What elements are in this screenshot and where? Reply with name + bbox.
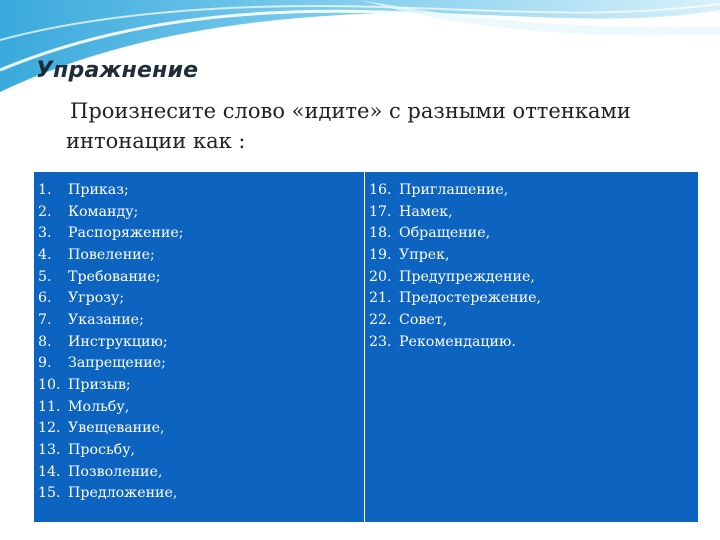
list-item-text: Предупреждение, [399, 268, 535, 285]
list-item-text: Распоряжение; [68, 225, 184, 242]
list-item-number: 18. [369, 225, 392, 242]
list-item-text: Команду; [68, 203, 139, 220]
intonation-list-panel [34, 172, 698, 522]
list-item-text: Рекомендацию. [399, 333, 516, 350]
list-item-number: 14. [38, 463, 61, 480]
list-item-text: Позволение, [68, 463, 163, 480]
list-column-left [34, 172, 365, 522]
list-item-number: 19. [369, 246, 392, 263]
list-item [38, 244, 364, 266]
list-item-number: 4. [38, 246, 52, 263]
list-item [38, 222, 364, 244]
list-item-text: Требование; [68, 268, 161, 285]
list-item-number: 22. [369, 311, 392, 328]
list-item-number: 8. [38, 333, 52, 350]
list-item [369, 266, 698, 288]
list-item-text: Совет, [399, 311, 448, 328]
list-item-number: 10. [38, 377, 61, 394]
list-item-text: Запрещение; [68, 355, 166, 372]
list-item-number: 3. [38, 225, 52, 242]
list-item [369, 222, 698, 244]
list-item-number: 12. [38, 420, 61, 437]
list-item [38, 396, 364, 418]
list-item-text: Упрек, [399, 246, 450, 263]
instruction-text [66, 96, 706, 156]
list-item-text: Мольбу, [68, 398, 130, 415]
list-item [369, 201, 698, 223]
list-item-text: Призыв; [68, 377, 131, 394]
list-item [38, 374, 364, 396]
list-column-right [365, 172, 698, 522]
list-item-text: Приказ; [68, 181, 129, 198]
list-item-text: Предложение, [68, 485, 178, 502]
list-item [38, 483, 364, 505]
list-item-number: 15. [38, 485, 61, 502]
list-item [369, 244, 698, 266]
list-item-text: Приглашение, [399, 181, 509, 198]
list-item-text: Просьбу, [68, 442, 136, 459]
list-item-number: 17. [369, 203, 392, 220]
list-item-number: 21. [369, 290, 392, 307]
list-item-text: Указание; [68, 311, 144, 328]
list-item [38, 331, 364, 353]
list-item [369, 179, 698, 201]
list-item-text: Предостережение, [399, 290, 542, 307]
list-item [38, 266, 364, 288]
instruction-line-2: интонации как : [66, 129, 246, 153]
list-item [369, 331, 698, 353]
list-item-text: Инструкцию; [68, 333, 168, 350]
list-item-number: 20. [369, 268, 392, 285]
list-item [38, 461, 364, 483]
list-item [38, 201, 364, 223]
slide-title: Упражнение [36, 58, 199, 83]
list-item-text: Обращение, [399, 225, 491, 242]
list-item-number: 7. [38, 311, 52, 328]
list-item-number: 23. [369, 333, 392, 350]
list-item-text: Угрозу; [68, 290, 125, 307]
list-item [369, 309, 698, 331]
list-item-number: 13. [38, 442, 61, 459]
list-item-text: Повеление; [68, 246, 155, 263]
header-wave-decoration [0, 0, 720, 100]
list-item-text: Намек, [399, 203, 453, 220]
list-item [38, 179, 364, 201]
list-item [38, 418, 364, 440]
list-item-number: 16. [369, 181, 392, 198]
instruction-line-1: Произнесите слово «идите» с разными оттенками [70, 99, 631, 123]
list-item-number: 9. [38, 355, 52, 372]
list-item [38, 353, 364, 375]
list-item-text: Увещевание, [68, 420, 165, 437]
list-item-number: 11. [38, 398, 61, 415]
list-item-number: 5. [38, 268, 52, 285]
list-item [369, 287, 698, 309]
list-item [38, 439, 364, 461]
list-item [38, 287, 364, 309]
list-item-number: 1. [38, 181, 52, 198]
list-item-number: 6. [38, 290, 52, 307]
list-item [38, 309, 364, 331]
list-item-number: 2. [38, 203, 52, 220]
